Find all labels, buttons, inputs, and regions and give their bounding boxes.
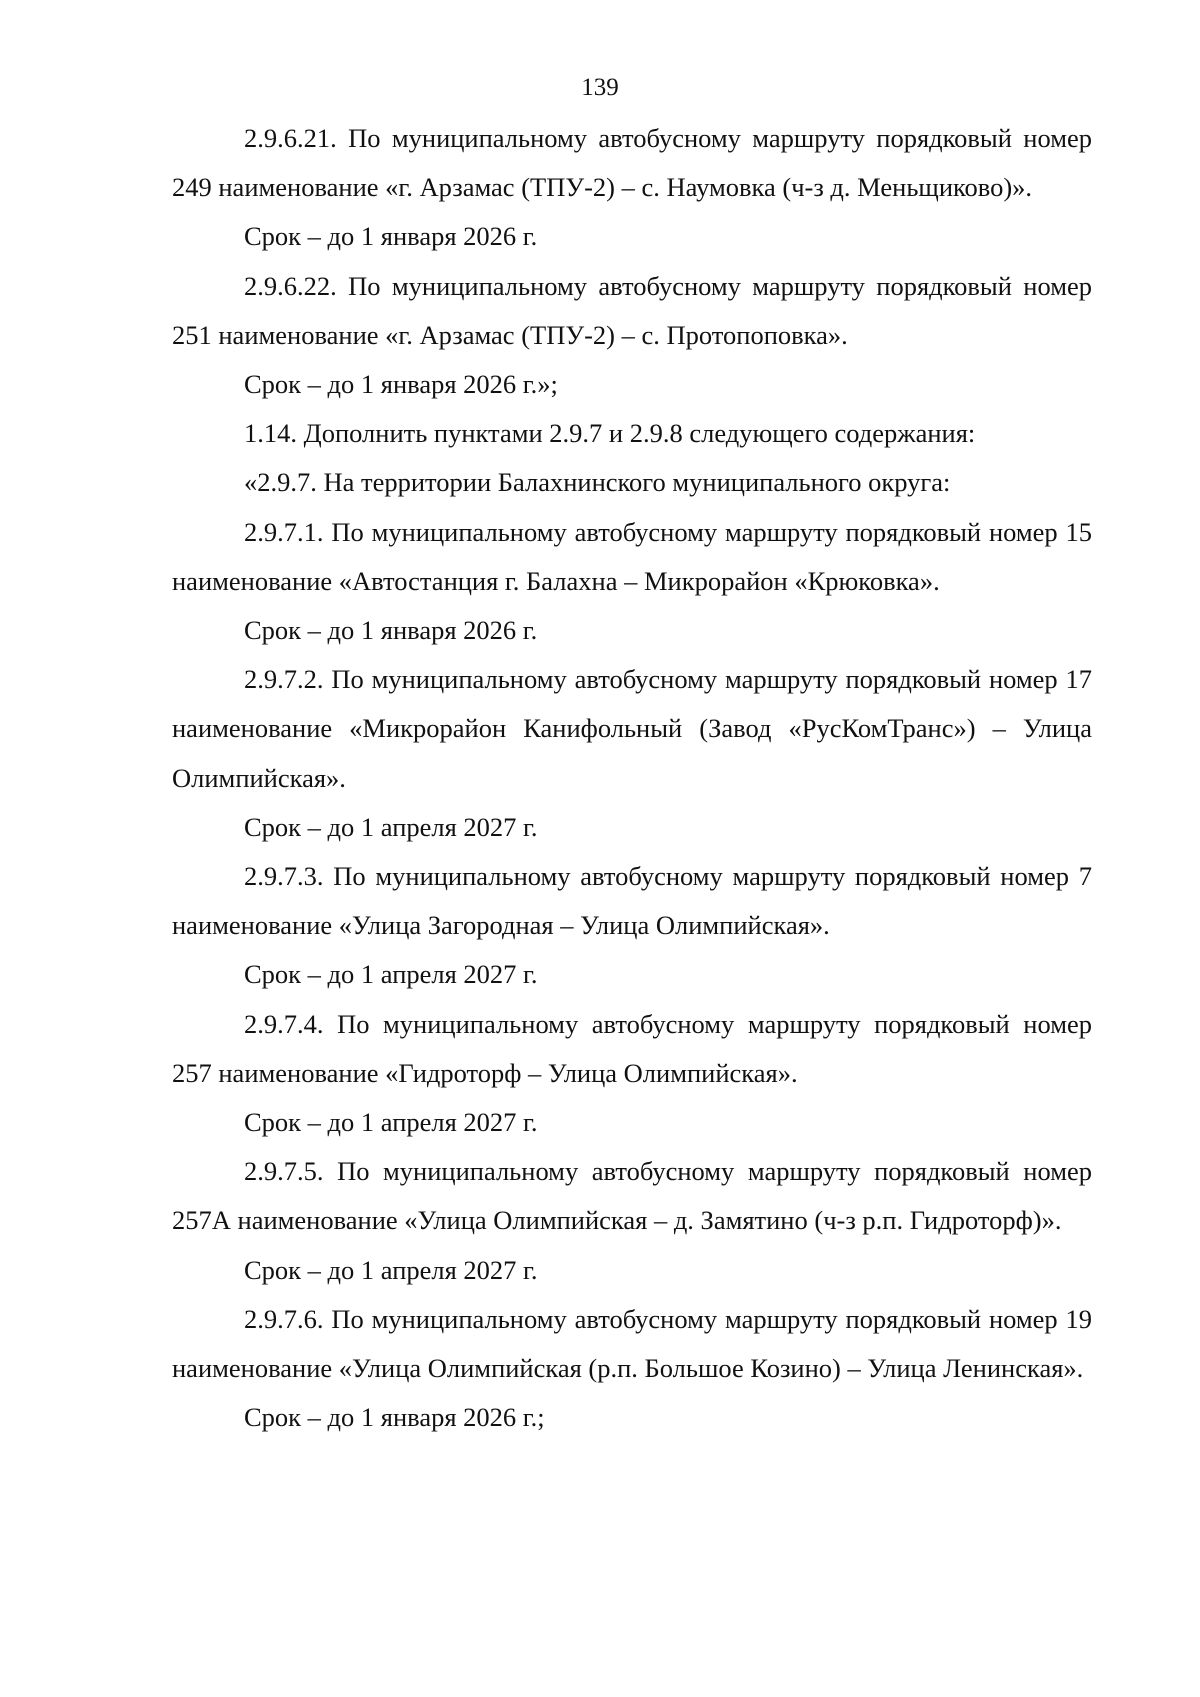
deadline-paragraph: Срок – до 1 апреля 2027 г. [244,959,538,990]
paragraph-2-9-6-21: 2.9.6.21. По муниципальному автобусному маршруту порядковый номер 249 наименование «г. Арзамас (ТПУ-2) – с. Наумовка (ч-з д. Меньщиково)». [172,123,1092,203]
paragraph-2-9-7-1: 2.9.7.1. По муниципальному автобусному маршруту порядковый номер 15 наименование «Автостанция г. Балахна – Микрорайон «Крюковка». [172,516,1092,596]
paragraph-2-9-7-2: 2.9.7.2. По муниципальному автобусному маршруту порядковый номер 17 наименование «Микрорайон Канифольный (Завод «РусКомТранс») – Улица Олимпийская». [172,664,1092,793]
paragraph-2-9-7-4: 2.9.7.4. По муниципальному автобусному маршруту порядковый номер 257 наименование «Гидроторф – Улица Олимпийская». [172,1008,1092,1088]
deadline-paragraph: Срок – до 1 января 2026 г.; [244,1402,545,1433]
paragraph-2-9-7-3: 2.9.7.3. По муниципальному автобусному маршруту порядковый номер 7 наименование «Улица Загородная – Улица Олимпийская». [172,861,1092,941]
deadline-paragraph: Срок – до 1 апреля 2027 г. [244,811,538,842]
deadline-paragraph: Срок – до 1 апреля 2027 г. [244,1254,538,1285]
paragraph-2-9-7-5: 2.9.7.5. По муниципальному автобусному маршруту порядковый номер 257А наименование «Улица Олимпийская – д. Замятино (ч-з р.п. Гидроторф)». [172,1156,1092,1236]
document-body [172,114,1092,1442]
deadline-paragraph: Срок – до 1 января 2026 г.»; [244,369,558,400]
paragraph-1-14: 1.14. Дополнить пунктами 2.9.7 и 2.9.8 следующего содержания: [244,418,976,449]
deadline-paragraph: Срок – до 1 января 2026 г. [244,615,538,646]
paragraph-2-9-7: «2.9.7. На территории Балахнинского муниципального округа: [244,467,951,498]
deadline-paragraph: Срок – до 1 января 2026 г. [244,221,538,252]
page-number: 139 [581,74,619,101]
deadline-paragraph: Срок – до 1 апреля 2027 г. [244,1107,538,1138]
paragraph-2-9-7-6: 2.9.7.6. По муниципальному автобусному маршруту порядковый номер 19 наименование «Улица Олимпийская (р.п. Большое Козино) – Улица Ленинская». [172,1303,1092,1384]
paragraph-2-9-6-22: 2.9.6.22. По муниципальному автобусному маршруту порядковый номер 251 наименование «г. Арзамас (ТПУ-2) – с. Протопоповка». [172,270,1092,350]
